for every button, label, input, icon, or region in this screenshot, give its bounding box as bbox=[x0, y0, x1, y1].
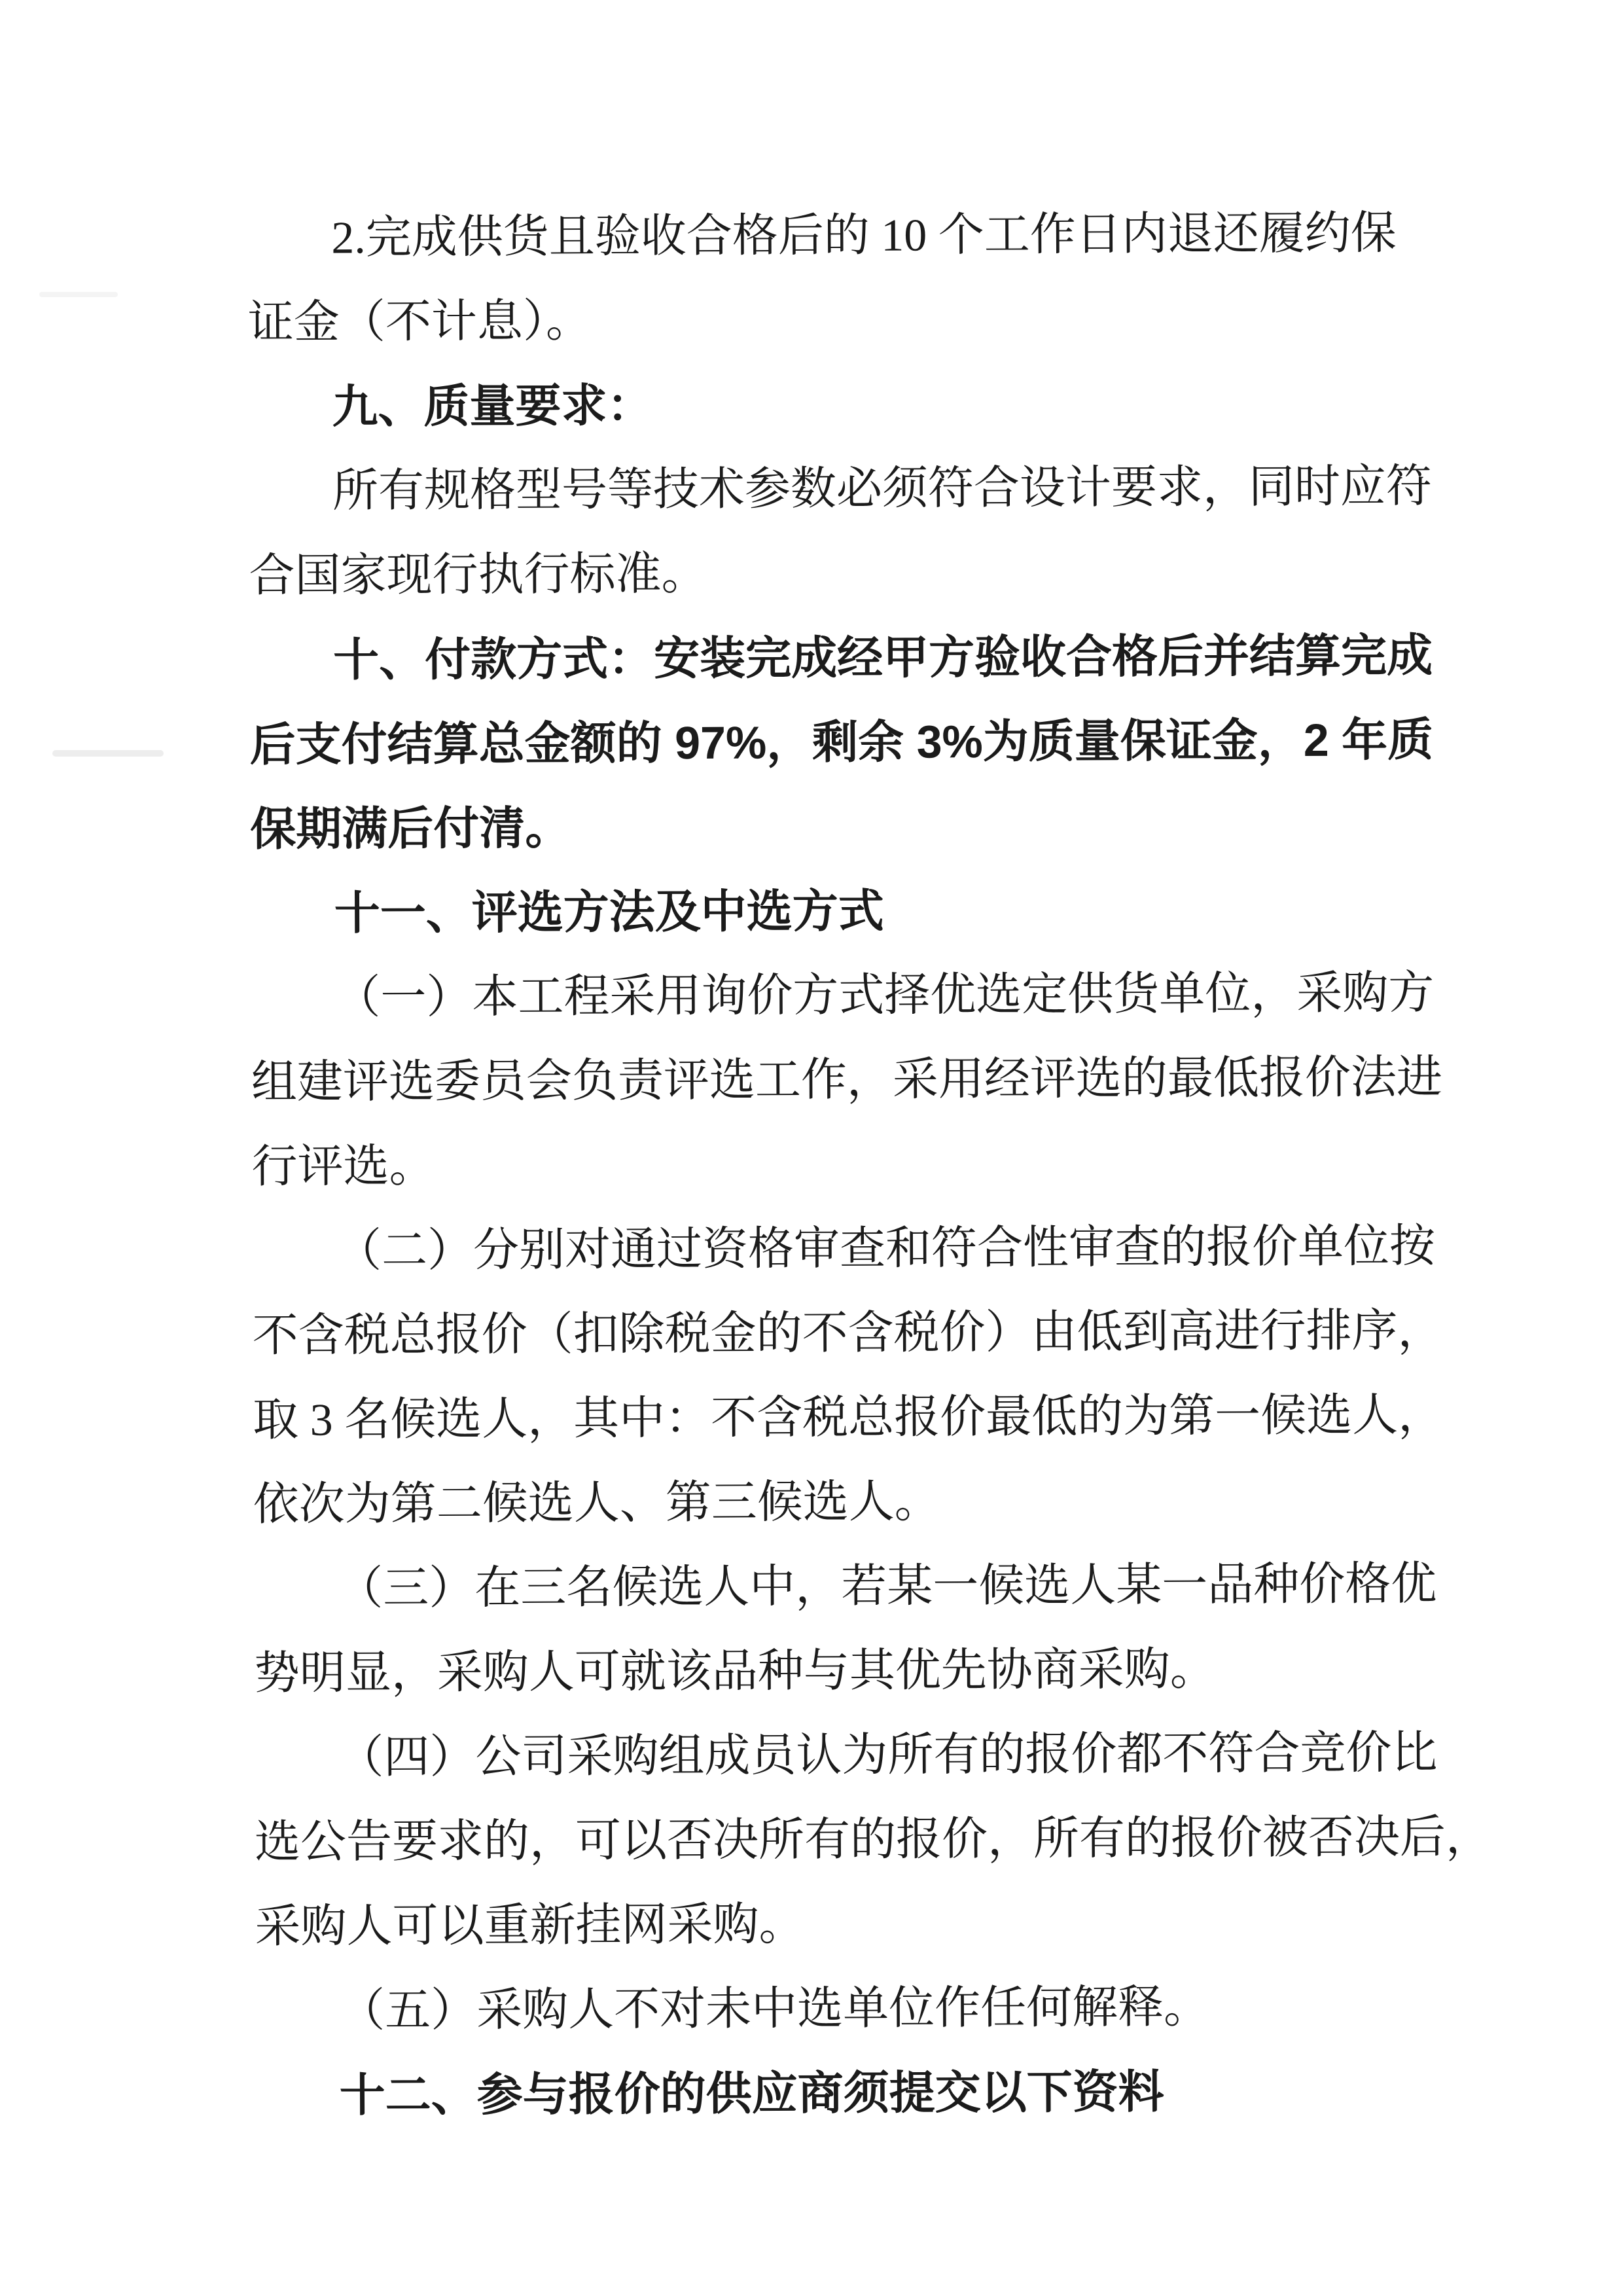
text-run: 十、付款方式： bbox=[332, 633, 654, 686]
text-line bbox=[247, 191, 1446, 281]
text-run: 合国家现行执行标准。 bbox=[249, 548, 707, 601]
text-run: 取 3 名候选人，其中：不含税总报价最低的为第一候选人， bbox=[252, 1390, 1444, 1446]
text-line bbox=[249, 613, 1448, 703]
text-line bbox=[253, 1542, 1452, 1632]
text-run: 九、质量要求： bbox=[332, 380, 653, 433]
text-line bbox=[249, 698, 1448, 787]
text-run: （三）在三名候选人中，若某一候选人某一品种价格优 bbox=[337, 1559, 1437, 1615]
text-run: 十二、参与报价的供应商须提交以下资料 bbox=[339, 2066, 1164, 2121]
text-line bbox=[249, 529, 1447, 619]
text-run: （五）采购人不对未中选单位作任何解释。 bbox=[338, 1982, 1210, 2037]
text-line bbox=[251, 951, 1449, 1041]
text-run: 依次为第二候选人、第三候选人。 bbox=[253, 1477, 940, 1530]
text-line bbox=[253, 1458, 1451, 1547]
text-line bbox=[251, 1120, 1450, 1210]
text-line bbox=[255, 1964, 1454, 2054]
text-line bbox=[252, 1289, 1450, 1378]
text-line bbox=[255, 1880, 1453, 1969]
text-run: 势明显，采购人可就该品种与其优先协商采购。 bbox=[253, 1644, 1217, 1699]
text-line bbox=[249, 444, 1447, 534]
text-run: 不含税总报价（扣除税金的不含税价）由低到高进行排序， bbox=[252, 1306, 1444, 1361]
text-run: 采购人可以重新挂网采购。 bbox=[255, 1899, 805, 1952]
text-run: 组建评选委员会负责评选工作，采用经评选的最低报价法进 bbox=[251, 1052, 1443, 1108]
text-line bbox=[254, 1795, 1492, 1885]
text-run: 保期满后付清。 bbox=[250, 802, 571, 855]
text-run: 行评选。 bbox=[251, 1141, 435, 1193]
text-run: 后支付结算总金额的 97%，剩余 3%为质量保证金，2 年质 bbox=[249, 714, 1434, 770]
scan-artifact bbox=[52, 750, 164, 757]
text-run: 2.完成供货且验收合格后的 10 个工作日内退还履约保 bbox=[331, 208, 1397, 264]
text-run: 安装完成经甲方验收合格后并结算完成 bbox=[653, 630, 1433, 685]
text-line bbox=[252, 1204, 1450, 1294]
text-line bbox=[248, 276, 1446, 365]
text-line bbox=[254, 1711, 1452, 1801]
text-run: （二）分别对通过资格审查和符合性审查的报价单位按 bbox=[335, 1221, 1436, 1277]
text-line bbox=[253, 1373, 1451, 1463]
text-run: 选公告要求的，可以否决所有的报价，所有的报价被否决后， bbox=[254, 1812, 1492, 1868]
document-content bbox=[247, 191, 1492, 2138]
text-line bbox=[251, 1035, 1450, 1125]
text-run: 所有规格型号等技术参数必须符合设计要求，同时应符 bbox=[332, 461, 1433, 517]
text-line bbox=[248, 360, 1446, 450]
text-run: 证金（不计息）。 bbox=[247, 296, 592, 348]
text-run: 十一、评选方法及中选方式 bbox=[334, 885, 884, 939]
text-line bbox=[254, 1626, 1452, 1716]
text-line bbox=[251, 867, 1449, 956]
text-line bbox=[255, 2049, 1454, 2138]
text-run: （一）本工程采用询价方式择优选定供货单位，采购方 bbox=[334, 968, 1435, 1024]
text-run: （四）公司采购组成员认为所有的报价都不符合竞价比 bbox=[338, 1728, 1438, 1784]
scan-artifact bbox=[39, 292, 118, 297]
text-line bbox=[250, 782, 1448, 872]
